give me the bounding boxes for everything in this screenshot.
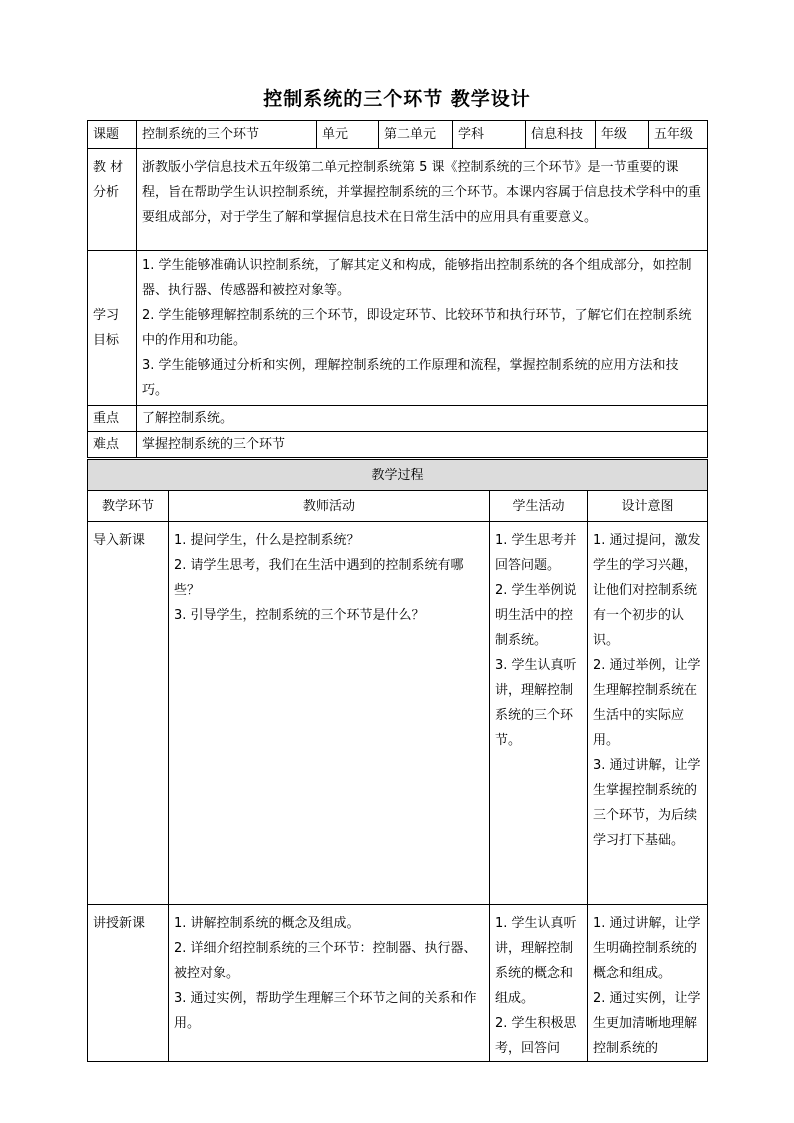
- objective-item: 2. 学生能够理解控制系统的三个环节，即设定环节、比较环节和执行环节，了解它们在控制系统中的作用和功能。: [142, 308, 692, 348]
- info-row: [88, 121, 708, 149]
- analysis-label: [88, 149, 137, 251]
- unit-label: 单元: [317, 121, 379, 149]
- design-intent-cell: [588, 522, 708, 905]
- process-header-row: [88, 460, 708, 491]
- subject-label: 学科: [453, 121, 526, 149]
- student-activity-item: 1. 学生认真听讲，理解控制系统的概念和组成。: [495, 916, 577, 1006]
- design-intent-cell: [588, 905, 708, 1062]
- student-activity-item: 2. 学生积极思考，回答问: [495, 1016, 577, 1056]
- column-header-row: [88, 491, 708, 522]
- teacher-activity-cell: [169, 905, 490, 1062]
- student-activity-item: 2. 学生举例说明生活中的控制系统。: [495, 583, 577, 648]
- student-activity-cell: [490, 905, 588, 1062]
- analysis-text: 浙教版小学信息技术五年级第二单元控制系统第 5 课《控制系统的三个环节》是一节重要的课程，旨在帮助学生认识控制系统，并掌握控制系统的三个环节。本课内容属于信息技术学科中的重要组成部分，对于学生了解和掌握信息技术在日常生活中的应用具有重要意义。: [137, 149, 708, 251]
- objectives-label-line2: 目标: [93, 333, 120, 348]
- design-intent-item: 1. 通过讲解，让学生明确控制系统的概念和组成。: [593, 916, 701, 981]
- column-header: 教师活动: [169, 491, 490, 522]
- analysis-label-line1: 教 材: [93, 160, 124, 175]
- course-info-table: [87, 120, 708, 458]
- student-activity-cell: [490, 522, 588, 905]
- objective-item: 3. 学生能够通过分析和实例，理解控制系统的工作原理和流程，掌握控制系统的应用方法和技巧。: [142, 358, 679, 398]
- teacher-activity-item: 2. 请学生思考，我们在生活中遇到的控制系统有哪些？: [174, 558, 464, 598]
- objectives-label-line1: 学习: [93, 308, 120, 323]
- design-intent-item: 3. 通过讲解，让学生掌握控制系统的三个环节，为后续学习打下基础。: [593, 758, 701, 848]
- design-intent-item: 2. 通过实例，让学生更加清晰地理解控制系统的: [593, 991, 701, 1056]
- teacher-activity-item: 3. 引导学生，控制系统的三个环节是什么？: [174, 608, 425, 623]
- objectives-list: [137, 251, 708, 406]
- key-point-value: 了解控制系统。: [137, 406, 708, 432]
- difficulty-value: 掌握控制系统的三个环节: [137, 432, 708, 458]
- process-row: [88, 522, 708, 905]
- teacher-activity-item: 1. 讲解控制系统的概念及组成。: [174, 916, 360, 931]
- student-activity-item: 3. 学生认真听讲，理解控制系统的三个环节。: [495, 658, 577, 748]
- column-header: 教学环节: [88, 491, 169, 522]
- column-header: 设计意图: [588, 491, 708, 522]
- topic-value: 控制系统的三个环节: [137, 121, 317, 149]
- difficulty-row: [88, 432, 708, 458]
- subject-value: 信息科技: [526, 121, 596, 149]
- stage-cell: 讲授新课: [88, 905, 169, 1062]
- column-header: 学生活动: [490, 491, 588, 522]
- key-point-row: [88, 406, 708, 432]
- design-intent-item: 2. 通过举例，让学生理解控制系统在生活中的实际应用。: [593, 658, 701, 748]
- analysis-label-line2: 分析: [93, 185, 120, 200]
- difficulty-label: 难点: [88, 432, 137, 458]
- design-intent-item: 1. 通过提问，激发学生的学习兴趣，让他们对控制系统有一个初步的认识。: [593, 533, 701, 648]
- process-row: [88, 905, 708, 1062]
- student-activity-item: 1. 学生思考并回答问题。: [495, 533, 577, 573]
- teacher-activity-item: 1. 提问学生，什么是控制系统？: [174, 533, 360, 548]
- stage-cell: 导入新课: [88, 522, 169, 905]
- document-title: 控制系统的三个环节 教学设计: [263, 88, 531, 110]
- analysis-row: [88, 149, 708, 251]
- objectives-label: [88, 251, 137, 406]
- topic-label: 课题: [88, 121, 137, 149]
- objective-item: 1. 学生能够准确认识控制系统，了解其定义和构成，能够指出控制系统的各个组成部分，如控制器、执行器、传感器和被控对象等。: [142, 258, 692, 298]
- teacher-activity-item: 3. 通过实例，帮助学生理解三个环节之间的关系和作用。: [174, 991, 477, 1031]
- process-header: 教学过程: [88, 460, 708, 491]
- objectives-row: [88, 251, 708, 406]
- unit-value: 第二单元: [379, 121, 453, 149]
- key-point-label: 重点: [88, 406, 137, 432]
- teacher-activity-cell: [169, 522, 490, 905]
- teaching-process-table: [87, 459, 708, 1062]
- teacher-activity-item: 2. 详细介绍控制系统的三个环节：控制器、执行器、被控对象。: [174, 941, 477, 981]
- grade-label: 年级: [596, 121, 649, 149]
- grade-value: 五年级: [649, 121, 708, 149]
